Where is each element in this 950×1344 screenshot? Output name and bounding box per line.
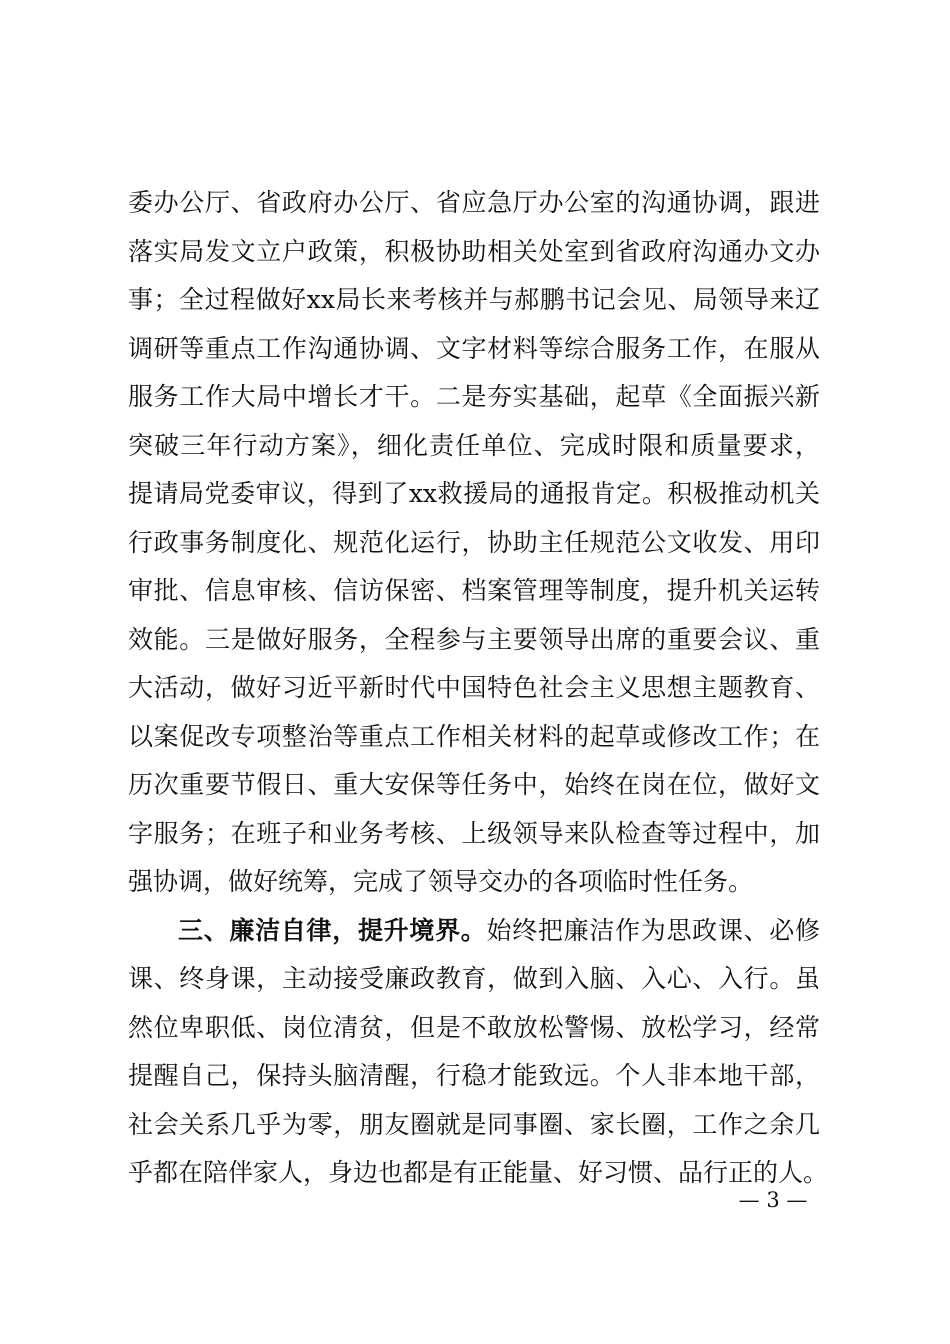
text-line: 乎都在陪伴家人，身边也都是有正能量、好习惯、品行正的人。 — [128, 1158, 829, 1187]
text-line: 审批、信息审核、信访保密、档案管理等制度，提升机关运转 — [128, 576, 820, 605]
page-number: — 3 — — [738, 1188, 808, 1212]
text-line: 提醒自己，保持头脑清醒，行稳才能致远。个人非本地干部， — [128, 1061, 820, 1090]
text-line: 行政事务制度化、规范化运行，协助主任规范公文收发、用印 — [128, 527, 820, 557]
text-line: 调研等重点工作沟通协调、文字材料等综合服务工作，在服从 — [128, 333, 820, 363]
text-line: 委办公厅、省政府办公厅、省应急厅办公室的沟通协调，跟进 — [128, 188, 820, 217]
text-line: 社会关系几乎为零，朋友圈就是同事圈、家长圈，工作之余几 — [128, 1109, 820, 1139]
text-line: 字服务；在班子和业务考核、上级领导来队检查等过程中，加 — [128, 818, 820, 848]
text-line: 强协调，做好统筹，完成了领导交办的各项临时性任务。 — [128, 867, 754, 896]
text-line: 突破三年行动方案》，细化责任单位、完成时限和质量要求， — [128, 430, 820, 460]
section-3-heading: 三、廉洁自律，提升境界。 — [178, 915, 487, 945]
text-line: 大活动，做好习近平新时代中国特色社会主义思想主题教育、 — [128, 673, 820, 702]
text-line: 然位卑职低、岗位清贫，但是不敢放松警惕、放松学习，经常 — [128, 1012, 820, 1042]
section-3-first-line — [128, 907, 820, 956]
text-line: 以案促改专项整治等重点工作相关材料的起草或修改工作；在 — [128, 721, 820, 751]
section-3-first-line-text: 始终把廉洁作为思政课、必修 — [486, 915, 820, 945]
text-line: 事；全过程做好xx局长来考核并与郝鹏书记会见、局领导来辽 — [128, 285, 820, 314]
text-line: 效能。三是做好服务，全程参与主要领导出席的重要会议、重 — [128, 624, 820, 654]
text-line: 提请局党委审议，得到了xx救援局的通报肯定。积极推动机关 — [128, 479, 820, 508]
body-text — [128, 179, 829, 1198]
text-line: 落实局发文立户政策，积极协助相关处室到省政府沟通办文办 — [128, 236, 820, 266]
text-line: 历次重要节假日、重大安保等任务中，始终在岗在位，做好文 — [128, 770, 820, 799]
text-line: 服务工作大局中增长才干。二是夯实基础，起草《全面振兴新 — [128, 382, 820, 411]
text-line: 课、终身课，主动接受廉政教育，做到入脑、入心、入行。虽 — [128, 964, 820, 993]
